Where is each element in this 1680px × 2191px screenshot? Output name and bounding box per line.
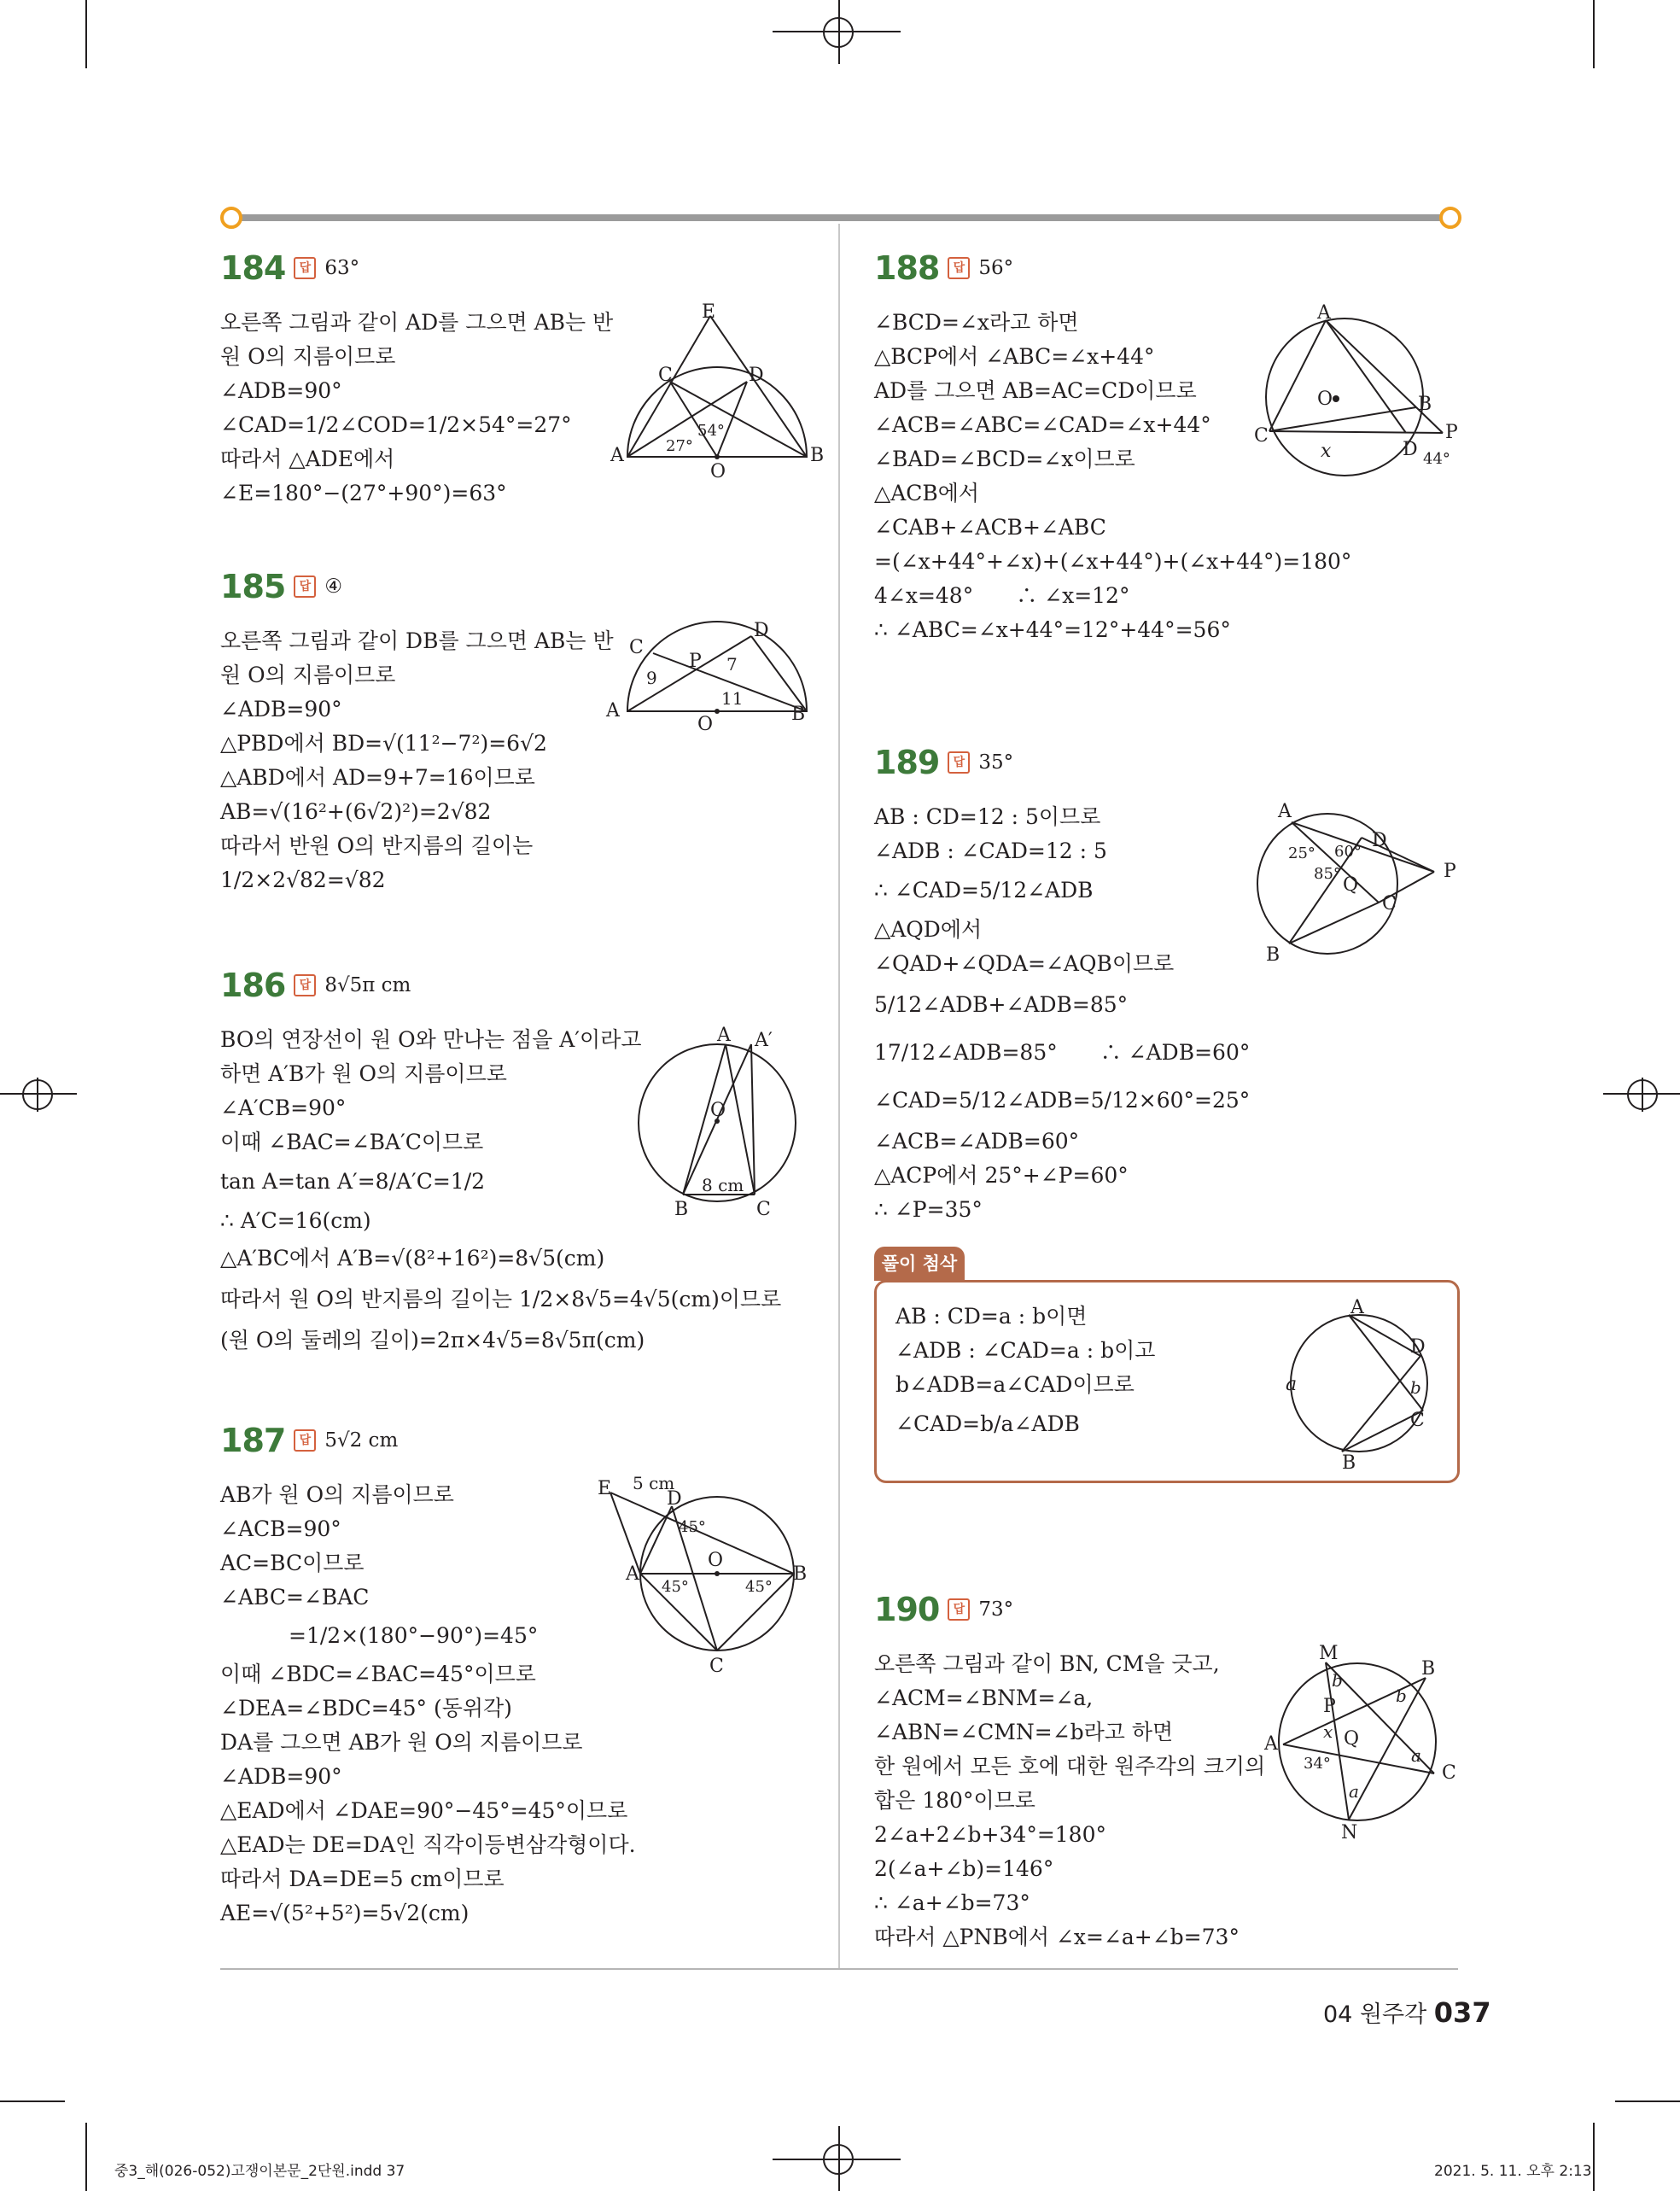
solution-line: △EAD는 DE=DA인 직각이등변삼각형이다. [220, 1832, 636, 1857]
solution-line: 1/2×2√82=√82 [220, 868, 386, 892]
solution-line: ∴ ∠CAD=5/12∠ADB [874, 878, 1094, 903]
label-C: C [1410, 1410, 1425, 1431]
problem-number: 187 [220, 1422, 286, 1459]
solution-line: 따라서 반원 O의 반지름의 길이는 [220, 833, 534, 858]
problem-number: 189 [874, 744, 940, 781]
angle-label: 45° [679, 1518, 706, 1536]
label-B: B [793, 1563, 808, 1585]
registration-mark-icon [821, 15, 855, 50]
solution-line: ∠BCD=∠x라고 하면 [874, 310, 1079, 335]
solution-line: ∠ABN=∠CMN=∠b라고 하면 [874, 1720, 1174, 1744]
label-E: E [598, 1478, 612, 1499]
answer-icon: 답 [294, 576, 316, 598]
label-A: A [606, 700, 620, 722]
label-D: D [1372, 830, 1387, 851]
label-P: P [1444, 861, 1456, 882]
problem-number: 190 [874, 1591, 940, 1628]
solution-line: =1/2×(180°−90°)=45° [289, 1623, 539, 1648]
angle-b-label: b [1332, 1670, 1343, 1691]
problem-190 [874, 1591, 1265, 1954]
tip-content [895, 1300, 1155, 1446]
label-N: N [1341, 1822, 1358, 1843]
top-rule [229, 214, 1450, 221]
label-O: O [1317, 389, 1333, 410]
problem-number: 184 [220, 249, 286, 287]
solution-line: 이때 ∠BDC=∠BAC=45°이므로 [220, 1662, 536, 1686]
solution-line: 원 O의 지름이므로 [220, 344, 396, 369]
chapter-label: 04 원주각 [1323, 2001, 1427, 2028]
problem-187 [220, 1422, 636, 1931]
label-M: M [1319, 1643, 1339, 1664]
solution-line: △ACP에서 25°+∠P=60° [874, 1163, 1129, 1188]
solution-line: ∠E=180°−(27°+90°)=63° [220, 481, 507, 505]
angle-label: 25° [1288, 844, 1315, 862]
solution-line: ∴ A′C=16(cm) [220, 1208, 371, 1233]
answer-icon: 답 [948, 1598, 970, 1621]
label-C: C [1442, 1762, 1456, 1784]
solution-line: 합은 180°이므로 [874, 1788, 1035, 1813]
angle-label: 44° [1423, 450, 1450, 468]
solution-line: AB가 원 O의 지름이므로 [220, 1482, 454, 1507]
label-P: P [689, 651, 702, 672]
solution-line: 따라서 원 O의 반지름의 길이는 1/2×8√5=4√5(cm)이므로 [220, 1287, 782, 1312]
answer-icon: 답 [294, 1429, 316, 1452]
answer: 73° [978, 1598, 1014, 1621]
solution-line: ∠A′CB=90° [220, 1096, 347, 1120]
label-D: D [1410, 1336, 1426, 1358]
label-O: O [708, 1550, 724, 1571]
label-B: B [1418, 394, 1432, 415]
problem-189 [874, 744, 1250, 1227]
solution-line: (원 O의 둘레의 길이)=2π×4√5=8√5π(cm) [220, 1328, 645, 1353]
figure-190 [1259, 1643, 1464, 1843]
solution-line: 따라서 △ADE에서 [220, 447, 395, 471]
registration-mark-icon [821, 2142, 855, 2176]
solution-line: △AQD에서 [874, 917, 983, 942]
solution-line: ∴ ∠ABC=∠x+44°=12°+44°=56° [874, 617, 1231, 642]
solution-line: AB : CD=12 : 5이므로 [874, 804, 1101, 829]
problem-number: 185 [220, 568, 286, 605]
solution-line: ∴ ∠a+∠b=73° [874, 1890, 1030, 1915]
problem-number: 186 [220, 967, 286, 1004]
label-Q: Q [1344, 1728, 1360, 1750]
label-A: A [1264, 1733, 1278, 1755]
angle-label: 85° [1314, 865, 1341, 883]
solution-line: ∴ ∠P=35° [874, 1197, 983, 1222]
solution-line: ∠DEA=∠BDC=45° (동위각) [220, 1696, 512, 1721]
length-label: 7 [726, 654, 738, 675]
solution-line: △EAD에서 ∠DAE=90°−45°=45°이므로 [220, 1798, 628, 1823]
solution-line: ∠ACM=∠BNM=∠a, [874, 1686, 1094, 1710]
solution-line: ∠ACB=90° [220, 1516, 341, 1541]
solution-line: 2(∠a+∠b)=146° [874, 1856, 1054, 1881]
problem-185 [220, 568, 614, 897]
label-B: B [674, 1199, 689, 1220]
answer: 35° [978, 751, 1014, 774]
page-footer [1323, 1995, 1491, 2029]
label-B: B [1266, 944, 1280, 966]
solution-line: 따라서 DA=DE=5 cm이므로 [220, 1867, 505, 1891]
figure-188 [1251, 303, 1468, 478]
solution-line: 2∠a+2∠b+34°=180° [874, 1822, 1106, 1847]
solution-line: 17/12∠ADB=85° ∴ ∠ADB=60° [874, 1040, 1251, 1065]
label-D: D [754, 620, 769, 641]
tip-box [874, 1280, 1460, 1483]
label-O: O [710, 1100, 726, 1121]
bottom-rule [220, 1968, 1458, 1970]
answer-icon: 답 [948, 751, 970, 774]
label-C: C [756, 1199, 771, 1220]
answer: 8√5π cm [324, 974, 411, 996]
label-C: C [709, 1656, 724, 1677]
length-label: 8 cm [702, 1175, 744, 1195]
angle-a-label: a [1349, 1781, 1359, 1802]
solution-line: ∠ACB=∠ADB=60° [874, 1129, 1080, 1154]
answer-icon: 답 [294, 974, 316, 996]
tip-tab: 풀이 첨삭 [874, 1247, 965, 1281]
solution-line: DA를 그으면 AB가 원 O의 지름이므로 [220, 1730, 583, 1755]
answer-icon: 답 [294, 257, 316, 279]
angle-label: 54° [697, 422, 725, 440]
figure-186 [632, 1020, 820, 1225]
label-Q: Q [1343, 874, 1359, 896]
tip-line: AB : CD=a : b이면 [895, 1304, 1088, 1329]
label-D: D [667, 1488, 682, 1510]
label-D: D [1403, 439, 1418, 460]
solution-line: △BCP에서 ∠ABC=∠x+44° [874, 344, 1155, 369]
solution-line: ∠BAD=∠BCD=∠x이므로 [874, 447, 1135, 471]
tip-line: ∠CAD=b/a∠ADB [895, 1411, 1080, 1436]
label-A: A [610, 445, 624, 466]
problem-number: 188 [874, 249, 940, 287]
solution-line: BO의 연장선이 원 O와 만나는 점을 A′이라고 [220, 1027, 642, 1052]
file-slug: 중3_해(026-052)고쟁이본문_2단원.indd 37 [114, 2163, 405, 2180]
solution-line: =(∠x+44°+∠x)+(∠x+44°)+(∠x+44°)=180° [874, 549, 1352, 574]
solution-line: AC=BC이므로 [220, 1551, 365, 1575]
answer-icon: 답 [948, 257, 970, 279]
label-C: C [1382, 893, 1397, 914]
solution-line: 이때 ∠BAC=∠BA′C이므로 [220, 1130, 484, 1154]
solution-line: AE=√(5²+5²)=5√2(cm) [220, 1901, 470, 1925]
length-label: 9 [646, 668, 657, 688]
length-label: 5 cm [633, 1473, 675, 1493]
answer: 63° [324, 257, 360, 279]
label-A: A [1317, 302, 1331, 324]
solution-line: △A′BC에서 A′B=√(8²+16²)=8√5(cm) [220, 1246, 605, 1271]
label-C: C [1254, 425, 1269, 447]
figure-185 [602, 619, 815, 747]
arc-b-label: b [1410, 1377, 1421, 1398]
tip-line: b∠ADB=a∠CAD이므로 [895, 1372, 1135, 1397]
solution-line: 오른쪽 그림과 같이 BN, CM을 긋고, [874, 1651, 1220, 1676]
label-B: B [810, 445, 825, 466]
figure-187 [593, 1473, 824, 1677]
angle-a-label: a [1411, 1745, 1421, 1766]
angle-b-label: b [1396, 1686, 1407, 1706]
registration-mark-icon [1625, 1078, 1660, 1112]
registration-mark-icon [20, 1078, 55, 1112]
solution-line: △PBD에서 BD=√(11²−7²)=6√2 [220, 731, 547, 756]
solution-line: △ABD에서 AD=9+7=16이므로 [220, 765, 535, 790]
answer: 56° [978, 257, 1014, 279]
figure-184 [602, 299, 825, 482]
label-P: P [1323, 1696, 1336, 1717]
solution-line: 한 원에서 모든 호에 대한 원주각의 크기의 [874, 1754, 1266, 1779]
tip-line: ∠ADB : ∠CAD=a : b이고 [895, 1338, 1156, 1363]
tip-figure [1282, 1291, 1440, 1474]
rule-ring-right-icon [1439, 207, 1461, 229]
column-divider [838, 224, 840, 1970]
angle-label: 45° [662, 1578, 689, 1596]
angle-label: 60° [1334, 843, 1362, 861]
figure-189 [1242, 798, 1468, 969]
label-B: B [791, 704, 806, 725]
solution-line: 원 O의 지름이므로 [220, 663, 396, 687]
label-C: C [629, 637, 644, 658]
solution-line: ∠ABC=∠BAC [220, 1585, 370, 1610]
solution-line: 4∠x=48° ∴ ∠x=12° [874, 583, 1130, 608]
solution-line: ∠ADB=90° [220, 1764, 342, 1789]
solution-line: tan A=tan A′=8/A′C=1/2 [220, 1169, 486, 1194]
label-A-prime: A′ [755, 1030, 773, 1051]
solution-line: ∠ADB : ∠CAD=12 : 5 [874, 838, 1107, 863]
angle-label: 34° [1304, 1755, 1331, 1773]
label-O: O [710, 461, 726, 482]
solution-line: 따라서 △PNB에서 ∠x=∠a+∠b=73° [874, 1925, 1240, 1949]
angle-label: 45° [745, 1578, 773, 1596]
label-A: A [626, 1563, 639, 1585]
solution-line: ∠CAD=1/2∠COD=1/2×54°=27° [220, 412, 572, 437]
solution-line: ∠ADB=90° [220, 697, 342, 722]
problem-184 [220, 249, 613, 511]
label-E: E [702, 301, 716, 323]
angle-label: 27° [666, 437, 693, 455]
angle-x-label: x [1323, 1721, 1333, 1742]
label-A: A [1278, 801, 1292, 822]
angle-x-label: x [1321, 441, 1332, 462]
page-number: 037 [1433, 1996, 1491, 2029]
solution-line: 오른쪽 그림과 같이 AD를 그으면 AB는 반 [220, 310, 614, 335]
arc-a-label: a [1286, 1374, 1298, 1395]
length-label: 11 [721, 688, 744, 709]
solution-line: 오른쪽 그림과 같이 DB를 그으면 AB는 반 [220, 628, 614, 653]
label-B: B [1342, 1452, 1356, 1474]
solution-line: ∠QAD+∠QDA=∠AQB이므로 [874, 951, 1175, 976]
solution-line: ∠ACB=∠ABC=∠CAD=∠x+44° [874, 412, 1211, 437]
solution-line: AD를 그으면 AB=AC=CD이므로 [874, 378, 1197, 403]
label-A: A [1350, 1297, 1364, 1318]
solution-line: ∠CAD=5/12∠ADB=5/12×60°=25° [874, 1088, 1251, 1113]
rule-ring-left-icon [220, 207, 242, 229]
solution-line: 5/12∠ADB+∠ADB=85° [874, 992, 1129, 1017]
date-slug: 2021. 5. 11. 오후 2:13 [1434, 2163, 1592, 2180]
label-A: A [717, 1025, 731, 1046]
label-O: O [697, 714, 714, 735]
label-B: B [1421, 1658, 1436, 1680]
solution-line: ∠CAB+∠ACB+∠ABC [874, 515, 1106, 540]
label-D: D [749, 365, 764, 386]
answer: ④ [324, 576, 342, 598]
solution-line: AB=√(16²+(6√2)²)=2√82 [220, 799, 492, 824]
answer: 5√2 cm [324, 1429, 399, 1452]
label-C: C [658, 365, 673, 386]
solution-line: 하면 A′B가 원 O의 지름이므로 [220, 1061, 507, 1086]
solution-line: ∠ADB=90° [220, 378, 342, 403]
label-P: P [1445, 422, 1458, 443]
solution-line: △ACB에서 [874, 481, 980, 505]
